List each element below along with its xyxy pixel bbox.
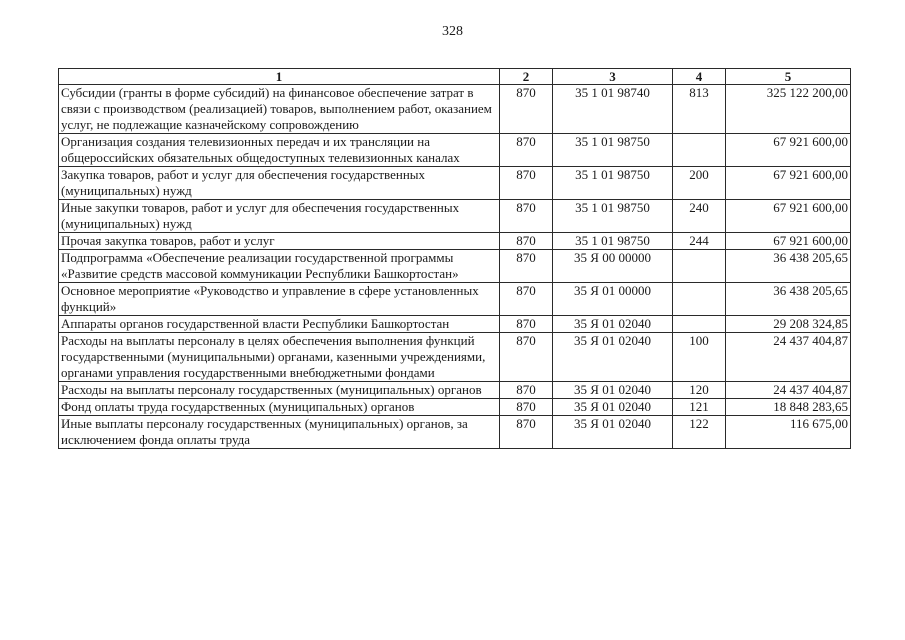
target-article-cell: 35 Я 00 00000 bbox=[553, 250, 673, 283]
expense-type-cell bbox=[673, 134, 726, 167]
department-code-cell: 870 bbox=[500, 85, 553, 134]
target-article-cell: 35 Я 01 02040 bbox=[553, 399, 673, 416]
target-article-cell: 35 Я 01 02040 bbox=[553, 416, 673, 449]
column-header-5: 5 bbox=[726, 69, 851, 85]
table-row bbox=[59, 134, 851, 167]
target-article-cell: 35 1 01 98750 bbox=[553, 200, 673, 233]
expense-name-cell: Расходы на выплаты персоналу в целях обеспечения выполнения функций государственными (муниципальными) органами, казенными учреждениями, органами управления государственными внебюджетными фондами bbox=[59, 333, 500, 382]
expense-name-cell: Закупка товаров, работ и услуг для обеспечения государственных (муниципальных) нужд bbox=[59, 167, 500, 200]
expense-type-cell: 120 bbox=[673, 382, 726, 399]
expense-name-cell: Иные выплаты персоналу государственных (муниципальных) органов, за исключением фонда оплаты труда bbox=[59, 416, 500, 449]
expense-type-cell: 240 bbox=[673, 200, 726, 233]
expense-name-cell: Прочая закупка товаров, работ и услуг bbox=[59, 233, 500, 250]
amount-cell: 18 848 283,65 bbox=[726, 399, 851, 416]
department-code-cell: 870 bbox=[500, 399, 553, 416]
department-code-cell: 870 bbox=[500, 250, 553, 283]
target-article-cell: 35 Я 01 02040 bbox=[553, 316, 673, 333]
expense-type-cell: 244 bbox=[673, 233, 726, 250]
department-code-cell: 870 bbox=[500, 333, 553, 382]
amount-cell: 67 921 600,00 bbox=[726, 134, 851, 167]
table-row bbox=[59, 316, 851, 333]
expense-name-cell: Подпрограмма «Обеспечение реализации государственной программы «Развитие средств массовой коммуникации Республики Башкортостан» bbox=[59, 250, 500, 283]
expense-type-cell bbox=[673, 250, 726, 283]
amount-cell: 325 122 200,00 bbox=[726, 85, 851, 134]
expense-name-cell: Расходы на выплаты персоналу государственных (муниципальных) органов bbox=[59, 382, 500, 399]
department-code-cell: 870 bbox=[500, 382, 553, 399]
expense-type-cell: 100 bbox=[673, 333, 726, 382]
amount-cell: 29 208 324,85 bbox=[726, 316, 851, 333]
page-number: 328 bbox=[442, 24, 463, 39]
expense-name-cell: Иные закупки товаров, работ и услуг для обеспечения государственных (муниципальных) нужд bbox=[59, 200, 500, 233]
department-code-cell: 870 bbox=[500, 134, 553, 167]
table-row bbox=[59, 399, 851, 416]
department-code-cell: 870 bbox=[500, 316, 553, 333]
expense-type-cell: 122 bbox=[673, 416, 726, 449]
amount-cell: 67 921 600,00 bbox=[726, 200, 851, 233]
department-code-cell: 870 bbox=[500, 283, 553, 316]
table-row bbox=[59, 250, 851, 283]
amount-cell: 67 921 600,00 bbox=[726, 167, 851, 200]
table-row bbox=[59, 233, 851, 250]
amount-cell: 67 921 600,00 bbox=[726, 233, 851, 250]
target-article-cell: 35 1 01 98750 bbox=[553, 167, 673, 200]
column-header-4: 4 bbox=[673, 69, 726, 85]
target-article-cell: 35 1 01 98750 bbox=[553, 233, 673, 250]
amount-cell: 36 438 205,65 bbox=[726, 283, 851, 316]
table-row bbox=[59, 85, 851, 134]
table-body bbox=[59, 85, 851, 449]
target-article-cell: 35 1 01 98750 bbox=[553, 134, 673, 167]
table-row bbox=[59, 416, 851, 449]
target-article-cell: 35 Я 01 02040 bbox=[553, 333, 673, 382]
department-code-cell: 870 bbox=[500, 167, 553, 200]
table-row bbox=[59, 382, 851, 399]
table-row bbox=[59, 283, 851, 316]
expense-name-cell: Аппараты органов государственной власти Республики Башкортостан bbox=[59, 316, 500, 333]
expense-type-cell bbox=[673, 283, 726, 316]
amount-cell: 24 437 404,87 bbox=[726, 382, 851, 399]
expense-type-cell: 813 bbox=[673, 85, 726, 134]
amount-cell: 24 437 404,87 bbox=[726, 333, 851, 382]
amount-cell: 116 675,00 bbox=[726, 416, 851, 449]
department-code-cell: 870 bbox=[500, 233, 553, 250]
target-article-cell: 35 1 01 98740 bbox=[553, 85, 673, 134]
target-article-cell: 35 Я 01 00000 bbox=[553, 283, 673, 316]
column-header-1: 1 bbox=[59, 69, 500, 85]
department-code-cell: 870 bbox=[500, 200, 553, 233]
expense-name-cell: Фонд оплаты труда государственных (муниципальных) органов bbox=[59, 399, 500, 416]
table-row bbox=[59, 200, 851, 233]
target-article-cell: 35 Я 01 02040 bbox=[553, 382, 673, 399]
expense-type-cell: 121 bbox=[673, 399, 726, 416]
amount-cell: 36 438 205,65 bbox=[726, 250, 851, 283]
budget-table bbox=[58, 68, 851, 449]
expense-name-cell: Субсидии (гранты в форме субсидий) на финансовое обеспечение затрат в связи с производством (реализацией) товаров, выполнением работ, оказанием услуг, не подлежащие казначейскому сопровождению bbox=[59, 85, 500, 134]
expense-name-cell: Основное мероприятие «Руководство и управление в сфере установленных функций» bbox=[59, 283, 500, 316]
column-header-2: 2 bbox=[500, 69, 553, 85]
expense-type-cell bbox=[673, 316, 726, 333]
expense-type-cell: 200 bbox=[673, 167, 726, 200]
column-header-3: 3 bbox=[553, 69, 673, 85]
table-header-row bbox=[59, 69, 851, 85]
expense-name-cell: Организация создания телевизионных передач и их трансляции на общероссийских обязательных общедоступных телевизионных каналах bbox=[59, 134, 500, 167]
department-code-cell: 870 bbox=[500, 416, 553, 449]
table-row bbox=[59, 167, 851, 200]
table-row bbox=[59, 333, 851, 382]
